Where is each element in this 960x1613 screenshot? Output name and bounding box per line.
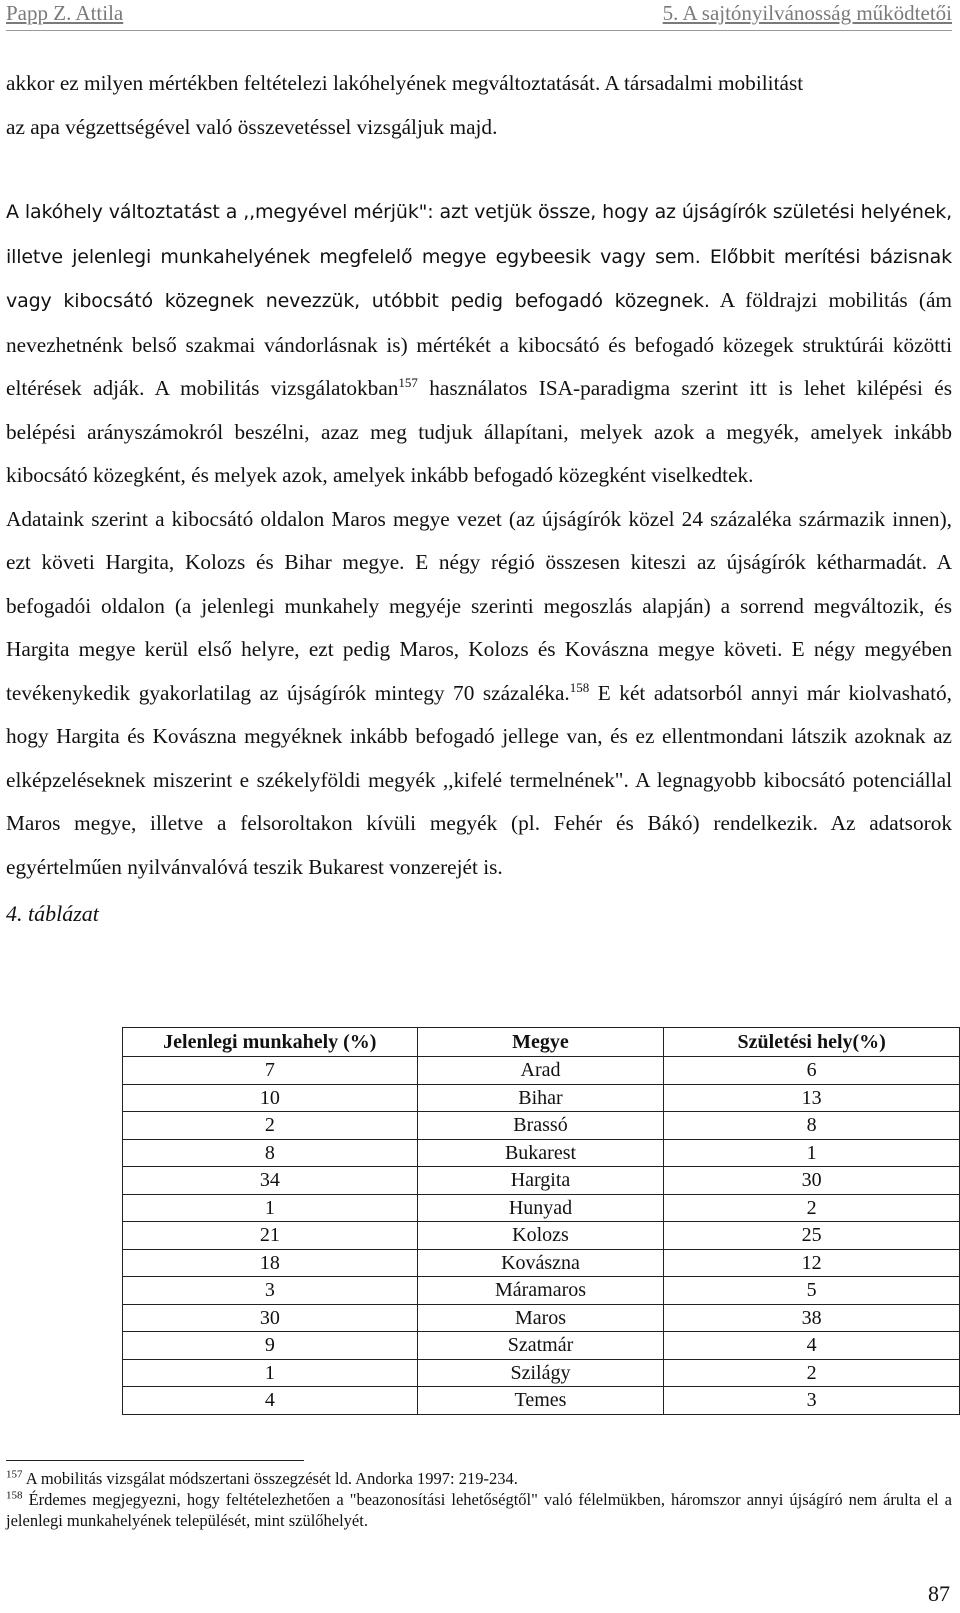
table-row [123, 1332, 960, 1360]
table-row [123, 1084, 960, 1112]
table-caption: 4. táblázat [6, 901, 99, 926]
cell-county: Szilágy [417, 1359, 664, 1387]
cell-birthplace: 6 [664, 1057, 960, 1085]
cell-birthplace: 5 [664, 1277, 960, 1305]
cell-birthplace: 4 [664, 1332, 960, 1360]
table-row [123, 1387, 960, 1415]
body-text [6, 62, 952, 935]
cell-current-workplace: 2 [123, 1112, 418, 1140]
cell-current-workplace: 10 [123, 1084, 418, 1112]
running-header [6, 0, 952, 31]
cell-county: Kovászna [417, 1249, 664, 1277]
cell-birthplace: 1 [664, 1139, 960, 1167]
table-row [123, 1194, 960, 1222]
table-row [123, 1249, 960, 1277]
table-row [123, 1112, 960, 1140]
paragraph-2-sans-part: A lakóhely változtatást a ,,megyével mérjük": azt vetjük össze, hogy az újságírók születési helyének, illetve jelenlegi munkahelyének megfelelő megye egybeesik vagy sem. Előbbit merítési bázisnak vagy kibocsátó közegnek nevezzük, utóbbit pedig befogadó közegnek. [6, 201, 952, 312]
footnote-number-158: 158 [6, 1489, 23, 1502]
paragraph-1-line-2: az apa végzettségével való összevetéssel vizsgáljuk majd. [6, 114, 498, 139]
page-number: 87 [928, 1581, 950, 1606]
footnote-ref-158[interactable]: 158 [569, 679, 590, 695]
cell-current-workplace: 7 [123, 1057, 418, 1085]
footnotes [6, 1468, 952, 1531]
footnote-158 [6, 1489, 952, 1531]
cell-current-workplace: 30 [123, 1304, 418, 1332]
cell-current-workplace: 1 [123, 1359, 418, 1387]
cell-county: Brassó [417, 1112, 664, 1140]
cell-county: Kolozs [417, 1222, 664, 1250]
cell-current-workplace: 8 [123, 1139, 418, 1167]
paragraph-1-line-1: akkor ez milyen mértékben feltételezi lakóhelyének megváltoztatását. A társadalmi mobilitást [6, 71, 804, 95]
table-row [123, 1167, 960, 1195]
cell-county: Máramaros [417, 1277, 664, 1305]
cell-current-workplace: 1 [123, 1194, 418, 1222]
cell-county: Bukarest [417, 1139, 664, 1167]
cell-birthplace: 2 [664, 1359, 960, 1387]
column-header-current-workplace: Jelenlegi munkahely (%) [123, 1028, 418, 1057]
footnote-157 [6, 1468, 952, 1489]
paragraph-3 [6, 498, 952, 890]
county-mobility-table [122, 1027, 960, 1415]
paragraph-2-serif-part-a: A földrajzi mobilitás (ám nevezhetnénk belső szakmai vándorlásnak is) mértékét a kibocsátó és befogadó közegek struktúrái közötti eltérések adják. A mobilitás vizsgálatokban [6, 288, 952, 400]
cell-current-workplace: 34 [123, 1167, 418, 1195]
footnote-ref-157[interactable]: 157 [398, 374, 418, 390]
paragraph-2 [6, 190, 952, 498]
cell-birthplace: 38 [664, 1304, 960, 1332]
cell-county: Hunyad [417, 1194, 664, 1222]
cell-county: Maros [417, 1304, 664, 1332]
paragraph-3-part-b: E két adatsorból annyi már kiolvasható, hogy Hargita és Kovászna megyéknek inkább befogadó jellege van, és ez ellentmondani látszik azoknak az elképzeléseknek miszerint e székelyföldi megyék ,,kifelé termelnének". A legnagyobb kibocsátó potenciállal Maros megye, illetve a felsoroltakon kívüli megyék (pl. Fehér és Bákó) rendelkezik. Az adatsorok egyértelműen nyilvánvalóvá teszik Bukarest vonzerejét is. [6, 680, 953, 879]
column-header-birthplace: Születési hely(%) [664, 1028, 960, 1057]
table-header-row [123, 1028, 960, 1057]
footnote-separator [6, 1460, 304, 1461]
cell-county: Arad [417, 1057, 664, 1085]
column-header-county: Megye [417, 1028, 664, 1057]
cell-county: Szatmár [417, 1332, 664, 1360]
cell-birthplace: 2 [664, 1194, 960, 1222]
table-row [123, 1304, 960, 1332]
cell-birthplace: 3 [664, 1387, 960, 1415]
footnote-number-157: 157 [6, 1468, 23, 1481]
table-row [123, 1057, 960, 1085]
cell-birthplace: 25 [664, 1222, 960, 1250]
table-row [123, 1222, 960, 1250]
cell-current-workplace: 3 [123, 1277, 418, 1305]
cell-birthplace: 30 [664, 1167, 960, 1195]
footnote-text-157: A mobilitás vizsgálat módszertani összegzését ld. Andorka 1997: 219-234. [25, 1469, 518, 1488]
cell-current-workplace: 21 [123, 1222, 418, 1250]
cell-current-workplace: 18 [123, 1249, 418, 1277]
cell-county: Hargita [417, 1167, 664, 1195]
paragraph-1 [6, 62, 952, 149]
cell-current-workplace: 9 [123, 1332, 418, 1360]
cell-birthplace: 8 [664, 1112, 960, 1140]
cell-birthplace: 12 [664, 1249, 960, 1277]
paragraph-3-part-a: Adataink szerint a kibocsátó oldalon Maros megye vezet (az újságírók közel 24 százaléka származik innen), ezt követi Hargita, Kolozs és Bihar megye. E négy régió összesen kiteszi az újságírók kétharmadát. A befogadói oldalon (a jelenlegi munkahely megyéje szerinti megoszlás alapján) a sorrend megváltozik, és Hargita megye kerül első helyre, ezt pedig Maros, Kolozs és Kovászna megye követi. E négy megyében tevékenykedik gyakorlatilag az újságírók mintegy 70 százaléka. [6, 506, 952, 705]
table-row [123, 1277, 960, 1305]
cell-current-workplace: 4 [123, 1387, 418, 1415]
cell-county: Temes [417, 1387, 664, 1415]
cell-birthplace: 13 [664, 1084, 960, 1112]
table-row [123, 1359, 960, 1387]
footnote-text-158: Érdemes megjegyezni, hogy feltételezhetően a "beazonosítási lehetőségtől" való félelmükben, háromszor annyi újságíró nem árulta el a jelenlegi munkahelyének települését, mint szülőhelyét. [6, 1490, 952, 1530]
cell-county: Bihar [417, 1084, 664, 1112]
paragraph-2-serif-part-b: használatos ISA-paradigma szerint itt is lehet kilépési és belépési arányszámokról beszélni, azaz meg tudjuk állapítani, melyek azok a megyék, amelyek inkább kibocsátó közegként, és melyek azok, amelyek inkább befogadó közegként viselkedtek. [6, 376, 952, 487]
table-row [123, 1139, 960, 1167]
header-chapter: 5. A sajtónyilvánosság működtetői [662, 1, 952, 25]
header-author: Papp Z. Attila [6, 1, 124, 25]
